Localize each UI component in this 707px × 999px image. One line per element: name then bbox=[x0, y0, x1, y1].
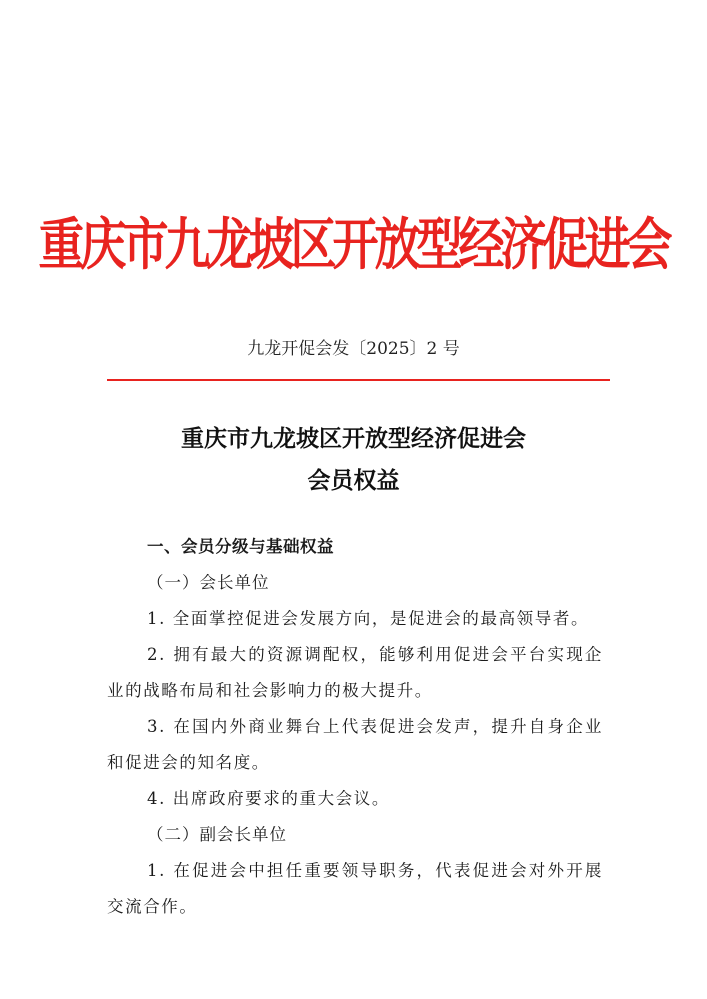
subsection-heading: （一）会长单位 bbox=[147, 573, 270, 592]
list-item: 3. 在国内外商业舞台上代表促进会发声，提升自身企业和促进会的知名度。 bbox=[107, 717, 603, 772]
subsection-heading: （二）副会长单位 bbox=[147, 825, 287, 844]
red-divider-line bbox=[107, 379, 610, 381]
document-body bbox=[107, 529, 603, 925]
document-title-line-2: 会员权益 bbox=[307, 467, 400, 494]
section-heading: 一、会员分级与基础权益 bbox=[147, 537, 334, 556]
masthead-organization-name: 重庆市九龙坡区开放型经济促进会 bbox=[38, 211, 669, 278]
list-item: 1. 在促进会中担任重要领导职务，代表促进会对外开展交流合作。 bbox=[107, 861, 603, 916]
document-title-line-1: 重庆市九龙坡区开放型经济促进会 bbox=[181, 425, 526, 452]
document-number: 九龙开促会发〔2025〕2 号 bbox=[247, 339, 460, 359]
list-item: 1. 全面掌控促进会发展方向，是促进会的最高领导者。 bbox=[147, 609, 590, 628]
list-item: 2. 拥有最大的资源调配权，能够利用促进会平台实现企业的战略布局和社会影响力的极大提升。 bbox=[107, 645, 603, 700]
list-item: 4. 出席政府要求的重大会议。 bbox=[147, 789, 390, 808]
